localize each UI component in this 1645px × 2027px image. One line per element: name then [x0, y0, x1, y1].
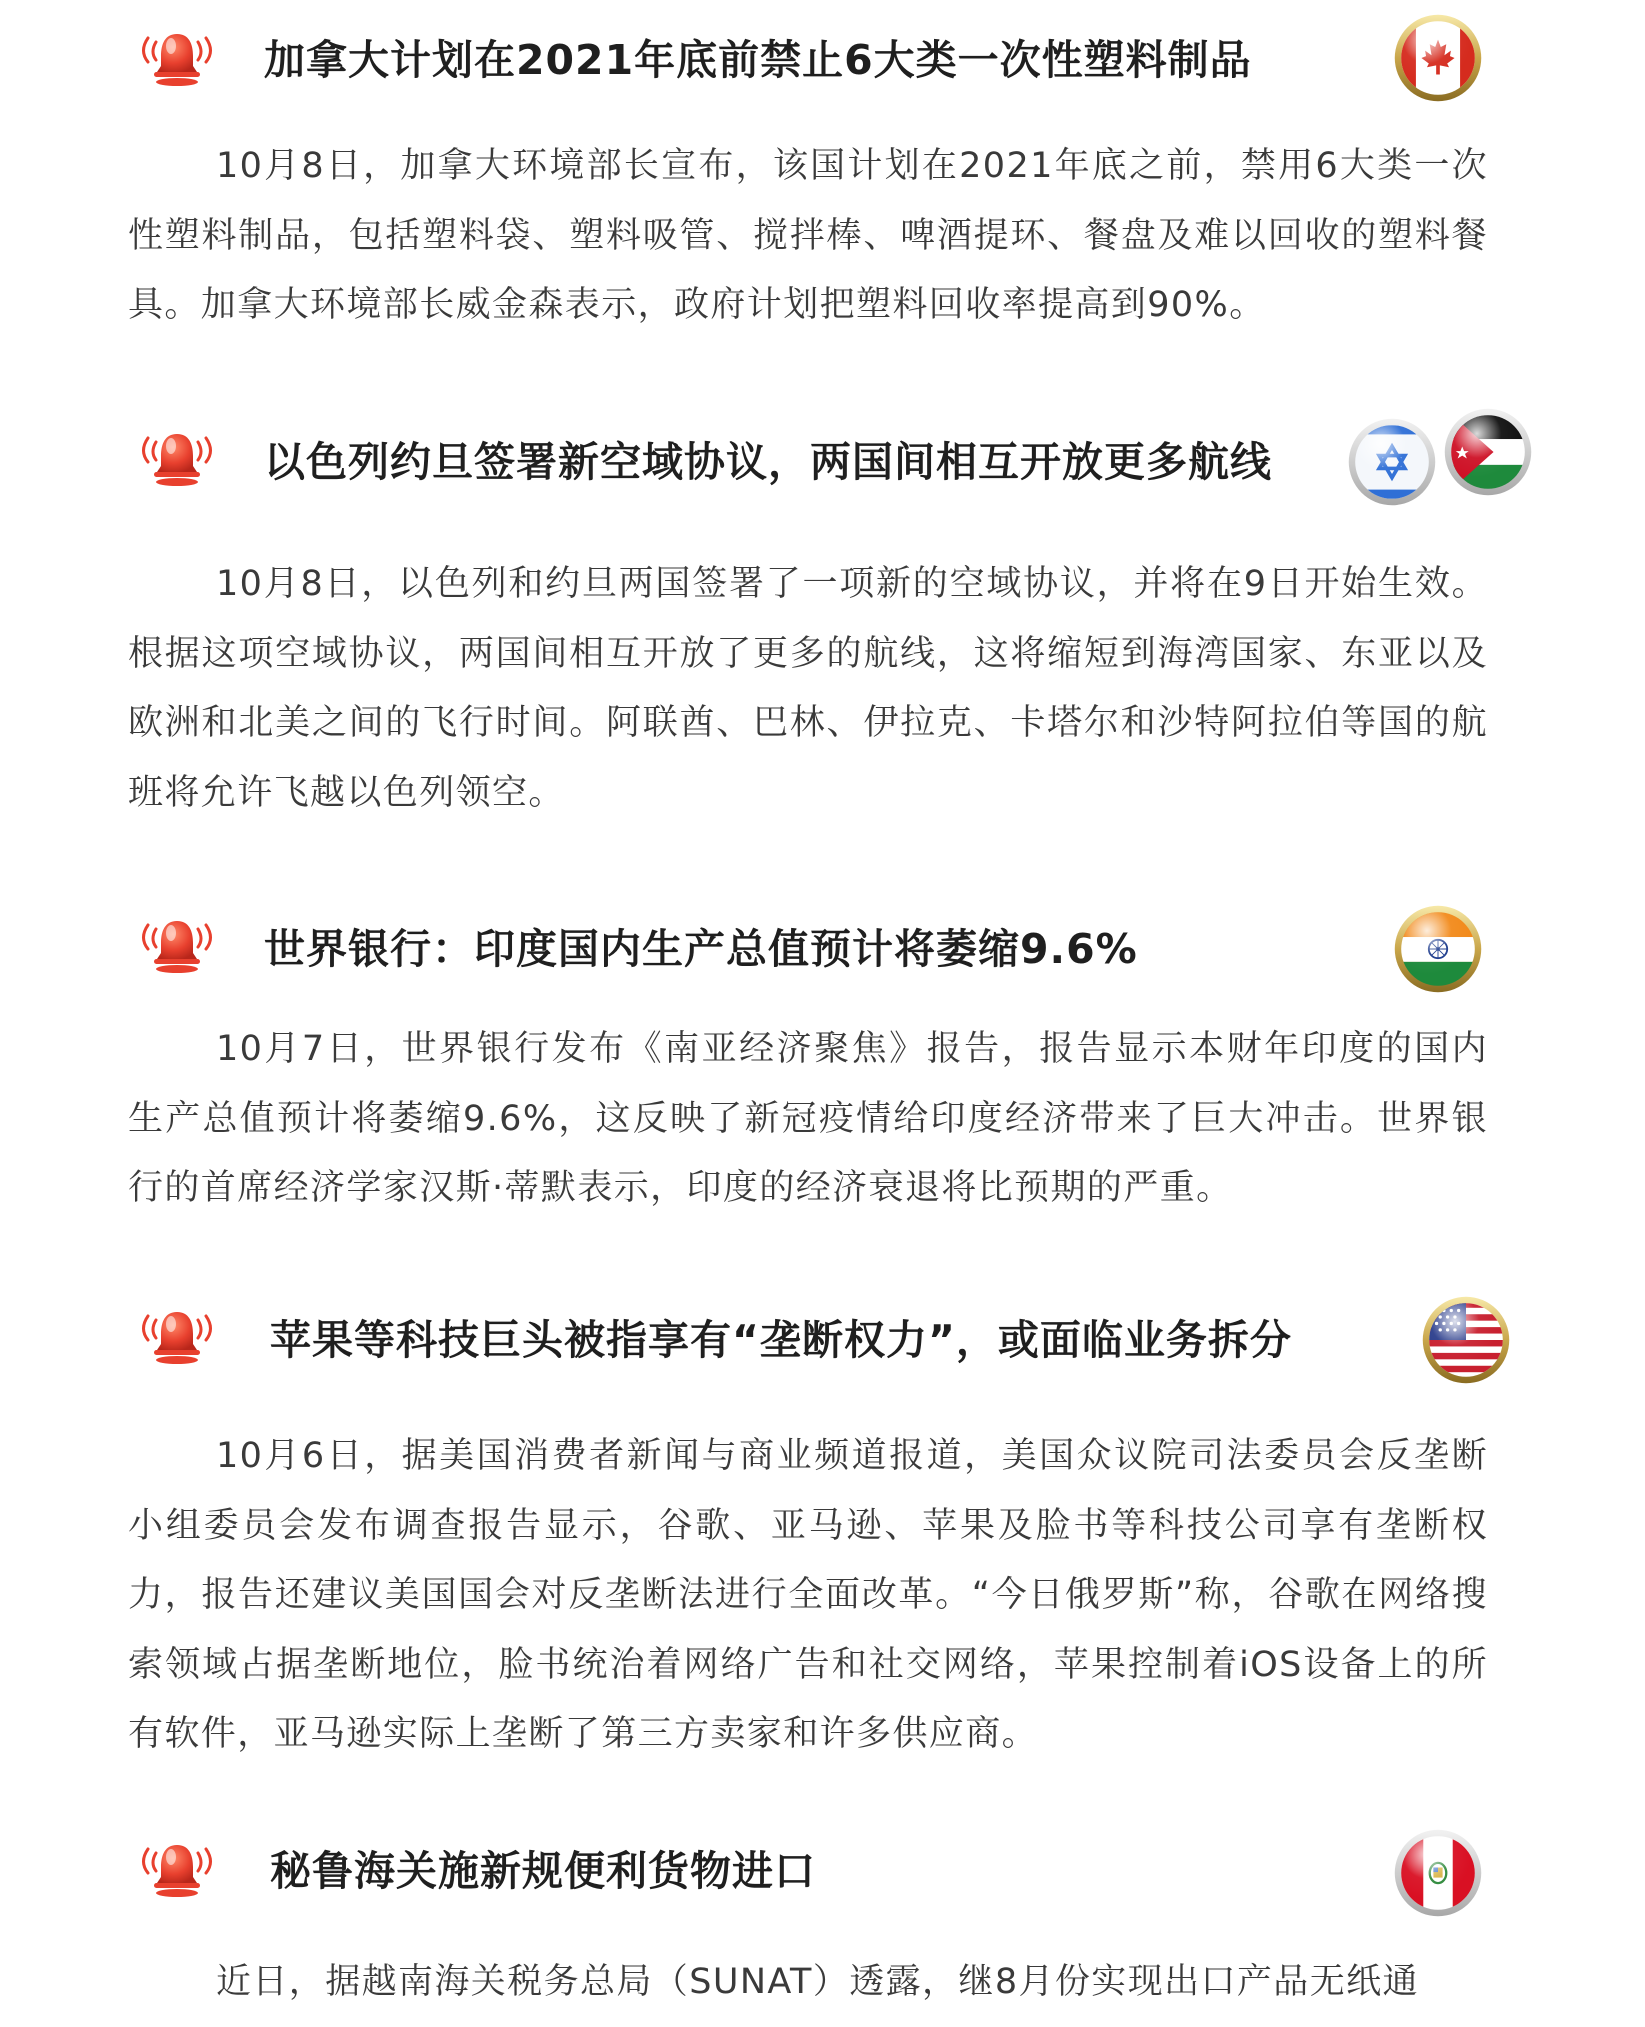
article-2-body: 10月8日，以色列和约旦两国签署了一项新的空域协议，并将在9日开始生效。根据这项空域协议，两国间相互开放了更多的航线，这将缩短到海湾国家、东亚以及欧洲和北美之间的飞行时间。阿联酋、巴林、伊拉克、卡塔尔和沙特阿拉伯等国的航班将允许飞越以色列领空。 — [128, 564, 1488, 813]
alarm-bell-icon — [128, 430, 226, 490]
article-5-headline: 秘鲁海关施新规便利货物进口 — [270, 1847, 816, 1895]
article-4-headline: 苹果等科技巨头被指享有“垄断权力”，或面临业务拆分 — [270, 1316, 1292, 1364]
article-5-body: 近日，据越南海关税务总局（SUNAT）透露，继8月份实现出口产品无纸通 — [216, 1962, 1419, 2002]
alarm-bell-icon — [128, 30, 226, 90]
article-3-header — [0, 917, 1645, 1017]
article-3-headline: 世界银行：印度国内生产总值预计将萎缩9.6% — [264, 925, 1138, 973]
alarm-bell-icon — [128, 1841, 226, 1901]
article-5-header — [0, 1841, 1645, 1941]
article-2-headline: 以色列约旦签署新空域协议，两国间相互开放更多航线 — [264, 438, 1272, 486]
india-flag-icon — [1392, 903, 1484, 995]
israel-flag-icon — [1346, 416, 1438, 508]
article-1-header — [0, 30, 1645, 130]
article-1-body: 10月8日，加拿大环境部长宣布，该国计划在2021年底之前，禁用6大类一次性塑料制品，包括塑料袋、塑料吸管、搅拌棒、啤酒提环、餐盘及难以回收的塑料餐具。加拿大环境部长威金森表示，政府计划把塑料回收率提高到90%。 — [128, 146, 1488, 325]
alarm-bell-icon — [128, 917, 226, 977]
article-2-header — [0, 430, 1645, 530]
canada-flag-icon — [1392, 12, 1484, 104]
article-1-headline: 加拿大计划在2021年底前禁止6大类一次性塑料制品 — [264, 36, 1252, 84]
article-4-body: 10月6日，据美国消费者新闻与商业频道报道，美国众议院司法委员会反垄断小组委员会发布调查报告显示，谷歌、亚马逊、苹果及脸书等科技公司享有垄断权力，报告还建议美国国会对反垄断法进行全面改革。“今日俄罗斯”称，谷歌在网络搜索领域占据垄断地位，脸书统治着网络广告和社交网络，苹果控制着iOS设备上的所有软件，亚马逊实际上垄断了第三方卖家和许多供应商。 — [128, 1436, 1488, 1754]
alarm-bell-icon — [128, 1308, 226, 1368]
peru-flag-icon — [1392, 1827, 1484, 1919]
article-3-body: 10月7日，世界银行发布《南亚经济聚焦》报告，报告显示本财年印度的国内生产总值预计将萎缩9.6%，这反映了新冠疫情给印度经济带来了巨大冲击。世界银行的首席经济学家汉斯·蒂默表示，印度的经济衰退将比预期的严重。 — [128, 1029, 1488, 1208]
jordan-flag-icon — [1442, 406, 1534, 498]
usa-flag-icon — [1420, 1294, 1512, 1386]
article-4-header — [0, 1308, 1645, 1408]
